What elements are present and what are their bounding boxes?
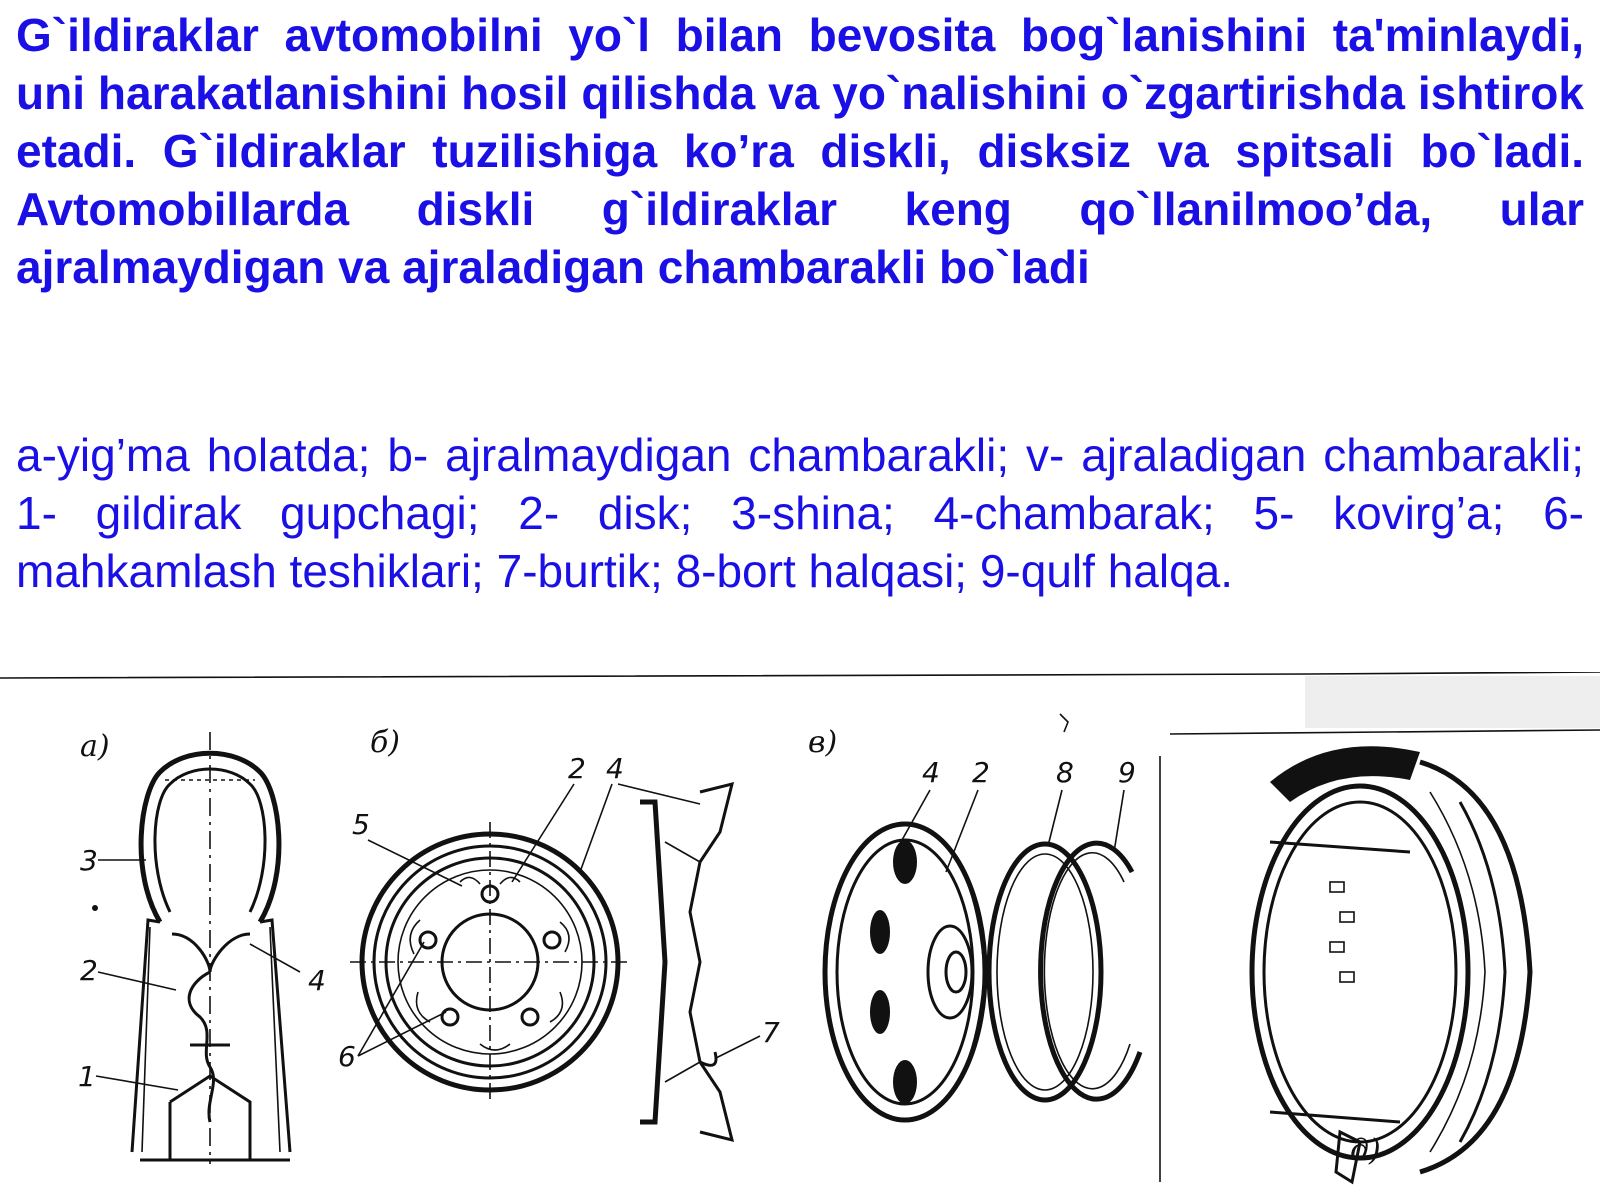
callout-line (512, 784, 574, 882)
rim-flange-profile (690, 784, 732, 1140)
bead-hump (700, 1052, 716, 1065)
mark (1060, 714, 1068, 732)
callout-2: 2 (972, 756, 990, 789)
callout-line (716, 1036, 760, 1058)
callout-line (368, 840, 462, 886)
dot (92, 905, 98, 911)
callout-4: 4 (922, 756, 940, 789)
disk-holes (870, 840, 917, 1104)
rim-profile (640, 802, 665, 1122)
callout-8: 8 (1056, 756, 1074, 789)
scan-edge-line (1170, 730, 1600, 734)
panel-d-label: д) (1350, 1133, 1381, 1168)
intro-paragraph: G`ildiraklar avtomobilni yo`l bilan bevosita bog`lanishini ta'minlaydi, uni harakatlanishini hosil qilishda va yo`nalishini o`zgartirishda ishtirok etadi. G`ildiraklar tuzilishiga ko’ra diskli, disksiz va spitsali bo`ladi. Avtomobillarda diskli g`ildiraklar keng qo`llanilmoo’da, ular ajralmaydigan va ajraladigan chambarakli bo`ladi (16, 9, 1584, 293)
center-bore (946, 952, 966, 992)
callout-2: 2 (568, 752, 586, 785)
rim-well (172, 934, 250, 972)
callout-9: 9 (1118, 756, 1136, 789)
callout-line (618, 784, 700, 804)
panel-v-label: в) (808, 725, 838, 760)
panel-b-disk-wheel (338, 725, 780, 1140)
rim-slots (1330, 882, 1354, 982)
callout-line (1048, 790, 1062, 846)
panel-a-tire-section (78, 729, 326, 1164)
callout-5: 5 (352, 808, 370, 841)
callout-3: 3 (80, 844, 98, 877)
panel-d-rim-cutaway (1160, 746, 1530, 1182)
callout-4: 4 (308, 964, 326, 997)
wheel-drawing (0, 672, 1600, 1200)
legend-paragraph: a-yig’ma holatda; b- ajralmaydigan chambarakli; v- ajraladigan chambarakli; 1- gildirak gupchagi; 2- disk; 3-shina; 4-chambarak; 5- kovirg’a; 6- mahkamlash teshiklari; 7-burtik; 8-bort halqasi; 9-qulf halqa. (16, 429, 1584, 597)
rim-flange-top (1270, 746, 1420, 802)
disk-profile (665, 842, 700, 1082)
callout-4: 4 (606, 752, 624, 785)
callout-line (1114, 790, 1124, 852)
callout-7: 7 (762, 1016, 780, 1049)
scan-shadow (1305, 676, 1600, 728)
callout-line (98, 972, 176, 990)
callout-1: 1 (78, 1060, 96, 1093)
panel-a-label: а) (80, 729, 110, 764)
callout-6: 6 (338, 1040, 356, 1073)
callout-line (946, 790, 978, 872)
panel-b-label: б) (370, 725, 401, 760)
callout-line (902, 790, 930, 840)
callout-line (580, 784, 612, 872)
panel-v-split-rim (808, 714, 1140, 1120)
lock-ring-9 (1041, 843, 1140, 1099)
callout-2: 2 (80, 954, 98, 987)
wheel-figure (0, 672, 1600, 1200)
rim-front-inner (1264, 802, 1456, 1142)
